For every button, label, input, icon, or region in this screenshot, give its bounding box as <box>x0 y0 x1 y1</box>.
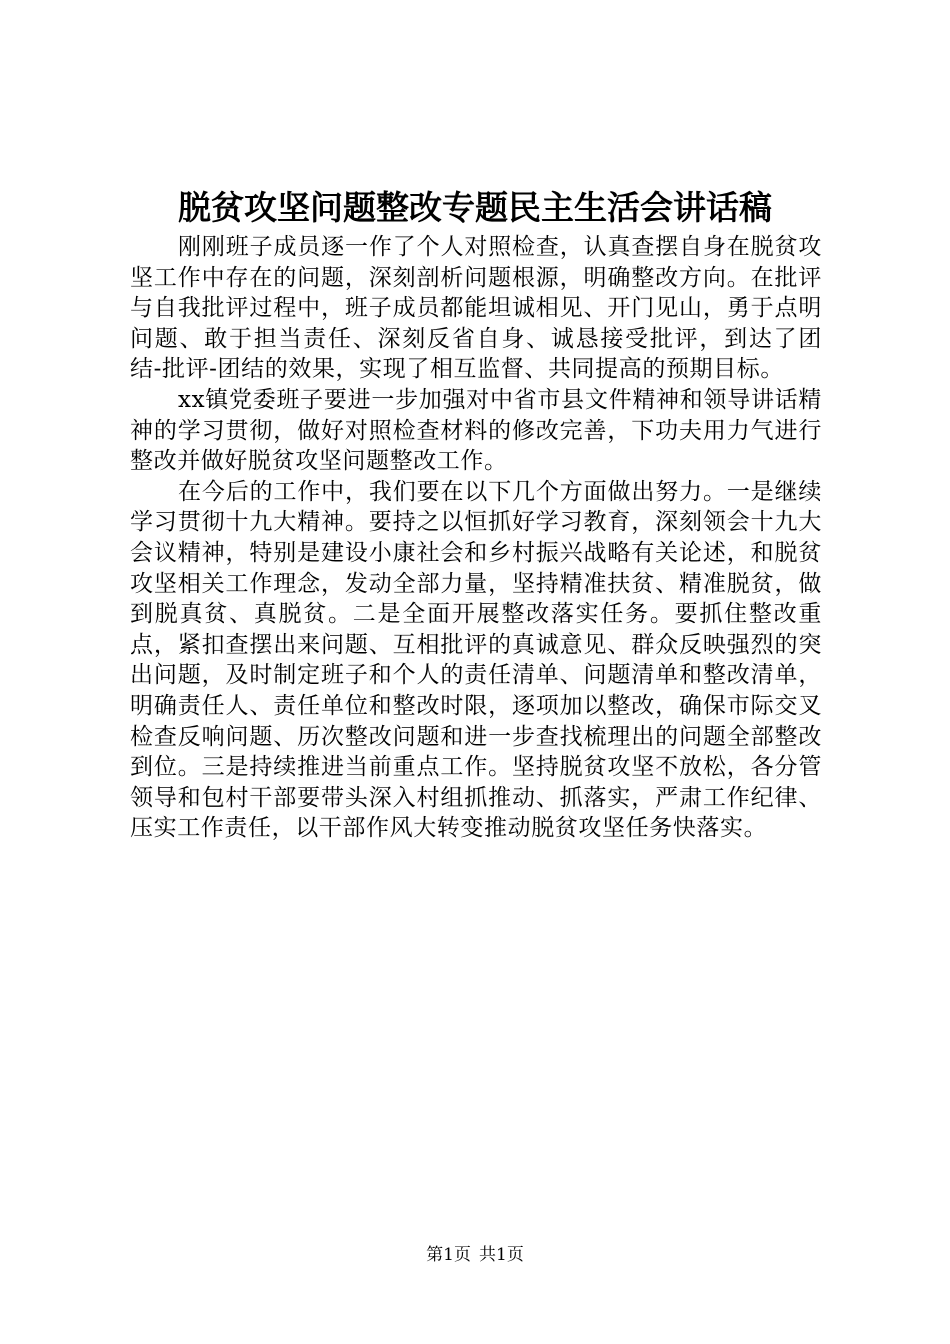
paragraph-2: xx镇党委班子要进一步加强对中省市县文件精神和领导讲话精神的学习贯彻，做好对照检查材料的修改完善，下功夫用力气进行整改并做好脱贫攻坚问题整改工作。 <box>130 386 822 475</box>
paragraph-1: 刚刚班子成员逐一作了个人对照检查，认真查摆自身在脱贫攻坚工作中存在的问题，深刻剖析问题根源，明确整改方向。在批评与自我批评过程中，班子成员都能坦诚相见、开门见山，勇于点明问题、敢于担当责任、深刻反省自身、诚恳接受批评，到达了团结-批评-团结的效果，实现了相互监督、共同提高的预期目标。 <box>130 234 822 383</box>
page-footer <box>0 1244 950 1266</box>
document-body <box>130 232 822 844</box>
document-title: 脱贫攻坚问题整改专题民主生活会讲话稿 <box>178 188 772 227</box>
page-total: 共1页 <box>479 1245 524 1265</box>
page-number: 第1页 <box>426 1245 471 1265</box>
paragraph-3: 在今后的工作中，我们要在以下几个方面做出努力。一是继续学习贯彻十九大精神。要持之以恒抓好学习教育，深刻领会十九大会议精神，特别是建设小康社会和乡村振兴战略有关论述，和脱贫攻坚相关工作理念，发动全部力量，坚持精准扶贫、精准脱贫，做到脱真贫、真脱贫。二是全面开展整改落实任务。要抓住整改重点，紧扣查摆出来问题、互相批评的真诚意见、群众反映强烈的突出问题，及时制定班子和个人的责任清单、问题清单和整改清单，明确责任人、责任单位和整改时限，逐项加以整改，确保市际交叉检查反响问题、历次整改问题和进一步查找梳理出的问题全部整改到位。三是持续推进当前重点工作。坚持脱贫攻坚不放松，各分管领导和包村干部要带头深入村组抓推动、抓落实，严肃工作纪律、压实工作责任，以干部作风大转变推动脱贫攻坚任务快落实。 <box>130 478 822 842</box>
